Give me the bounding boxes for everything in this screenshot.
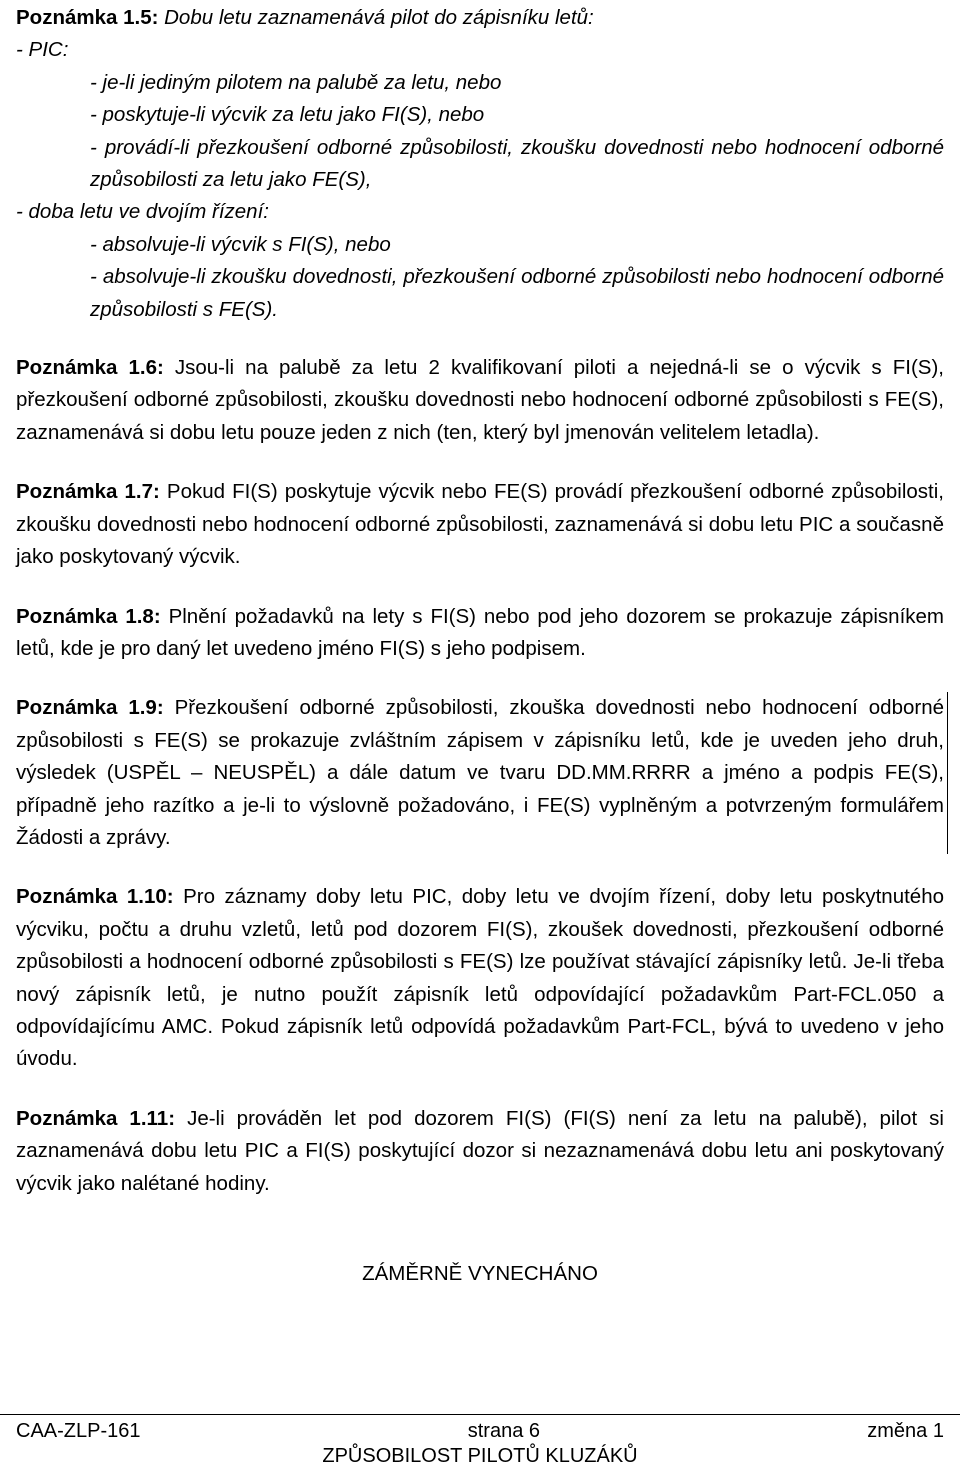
pic-heading: - PIC: [16, 38, 69, 62]
note-text: Přezkoušení odborné způsobilosti, zkouška dovednosti nebo hodnocení odborné způsobilosti s FE(S) se prokazuje zvláštním zápisem v zápisníku letů, kde je uveden jeho druh, výsledek (USPĚL – NEUSPĚL) a dále datum ve tvaru DD.MM.RRRR a jméno a podpis FE(S), případně jeho razítko a je-li to výslovně požadováno, i FE(S) vyplněným a potvrzeným formulářem Žádosti a zprávy. [16, 696, 945, 849]
pic-item: - poskytuje-li výcvik za letu jako FI(S), nebo [90, 103, 485, 127]
note-1-5 [16, 2, 944, 326]
note-1-9 [16, 692, 944, 854]
note-label: Poznámka 1.7: [16, 480, 160, 504]
note-1-6 [16, 352, 944, 449]
pic-item: - provádí-li přezkoušení odborné způsobilosti, zkoušku dovednosti nebo hodnocení odborné způsobilosti za letu jako FE(S), [90, 135, 944, 192]
note-label: Poznámka 1.5: [16, 6, 159, 29]
note-text: Je-li prováděn let pod dozorem FI(S) (FI(S) není za letu na palubě), pilot si zaznamenává dobu letu PIC a FI(S) poskytující dozor si nezaznamenává dobu letu ani poskytovaný výcvik jako nalétané hodiny. [16, 1106, 944, 1195]
note-text: Pro záznamy doby letu PIC, doby letu ve dvojím řízení, doby letu poskytnutého výcviku, počtu a druhu vzletů, letů pod dozorem FI(S), zkoušek dovednosti, přezkoušení odborné způsobilosti a hodnocení odborné způsobilosti s FE(S) lze používat stávající zápisníky letů. Je-li třeba nový zápisník letů, je nutno použít zápisník letů odpovídající požadavkům Part-FCL.050 a odpovídajícímu AMC. Pokud zápisník letů odpovídá požadavkům Part-FCL, bývá to uvedeno v jeho úvodu. [16, 885, 944, 1071]
intentionally-blank-label: ZÁMĚRNĚ VYNECHÁNO [362, 1262, 598, 1285]
document-page [16, 2, 944, 1290]
pic-item: - je-li jediným pilotem na palubě za letu, nebo [90, 70, 502, 94]
note-text: Jsou-li na palubě za letu 2 kvalifikovaní piloti a nejedná-li se o výcvik s FI(S), přezkoušení odborné způsobilosti, zkoušku dovednosti nebo hodnocení odborné způsobilosti s FE(S), zaznamenává si dobu letu pouze jeden z nich (ten, který byl jmenován velitelem letadla). [16, 356, 944, 444]
page-footer [0, 1414, 960, 1476]
note-intro: Dobu letu zaznamenává pilot do zápisníku letů: [158, 6, 594, 29]
note-label: Poznámka 1.8: [16, 604, 161, 628]
note-text: Pokud FI(S) poskytuje výcvik nebo FE(S) provádí přezkoušení odborné způsobilosti, zkoušku dovednosti nebo hodnocení odborné způsobilosti, zaznamenává si dobu letu PIC a současně jako poskytovaný výcvik. [16, 480, 944, 569]
note-text: Plnění požadavků na lety s FI(S) nebo pod jeho dozorem se prokazuje zápisníkem letů, kde je pro daný let uvedeno jméno FI(S) s jeho podpisem. [16, 604, 944, 660]
dual-item: - absolvuje-li výcvik s FI(S), nebo [90, 232, 391, 256]
footer-amendment: změna 1 [867, 1420, 944, 1442]
dual-item: - absolvuje-li zkoušku dovednosti, přezkoušení odborné způsobilosti nebo hodnocení odborné způsobilosti s FE(S). [90, 265, 944, 321]
note-label: Poznámka 1.6: [16, 356, 164, 380]
dual-heading: - doba letu ve dvojím řízení: [16, 200, 269, 224]
note-1-10 [16, 881, 944, 1075]
note-label: Poznámka 1.10: [16, 885, 174, 909]
note-1-11 [16, 1103, 944, 1200]
change-bar [947, 692, 948, 854]
note-label: Poznámka 1.9: [16, 696, 164, 720]
note-1-8 [16, 601, 944, 666]
note-1-7 [16, 476, 944, 573]
footer-doc-id: CAA-ZLP-161 [16, 1420, 141, 1442]
footer-page-number: strana 6 [467, 1420, 541, 1442]
footer-title: ZPŮSOBILOST PILOTŮ KLUZÁKŮ [322, 1445, 638, 1467]
note-label: Poznámka 1.11: [16, 1106, 176, 1130]
